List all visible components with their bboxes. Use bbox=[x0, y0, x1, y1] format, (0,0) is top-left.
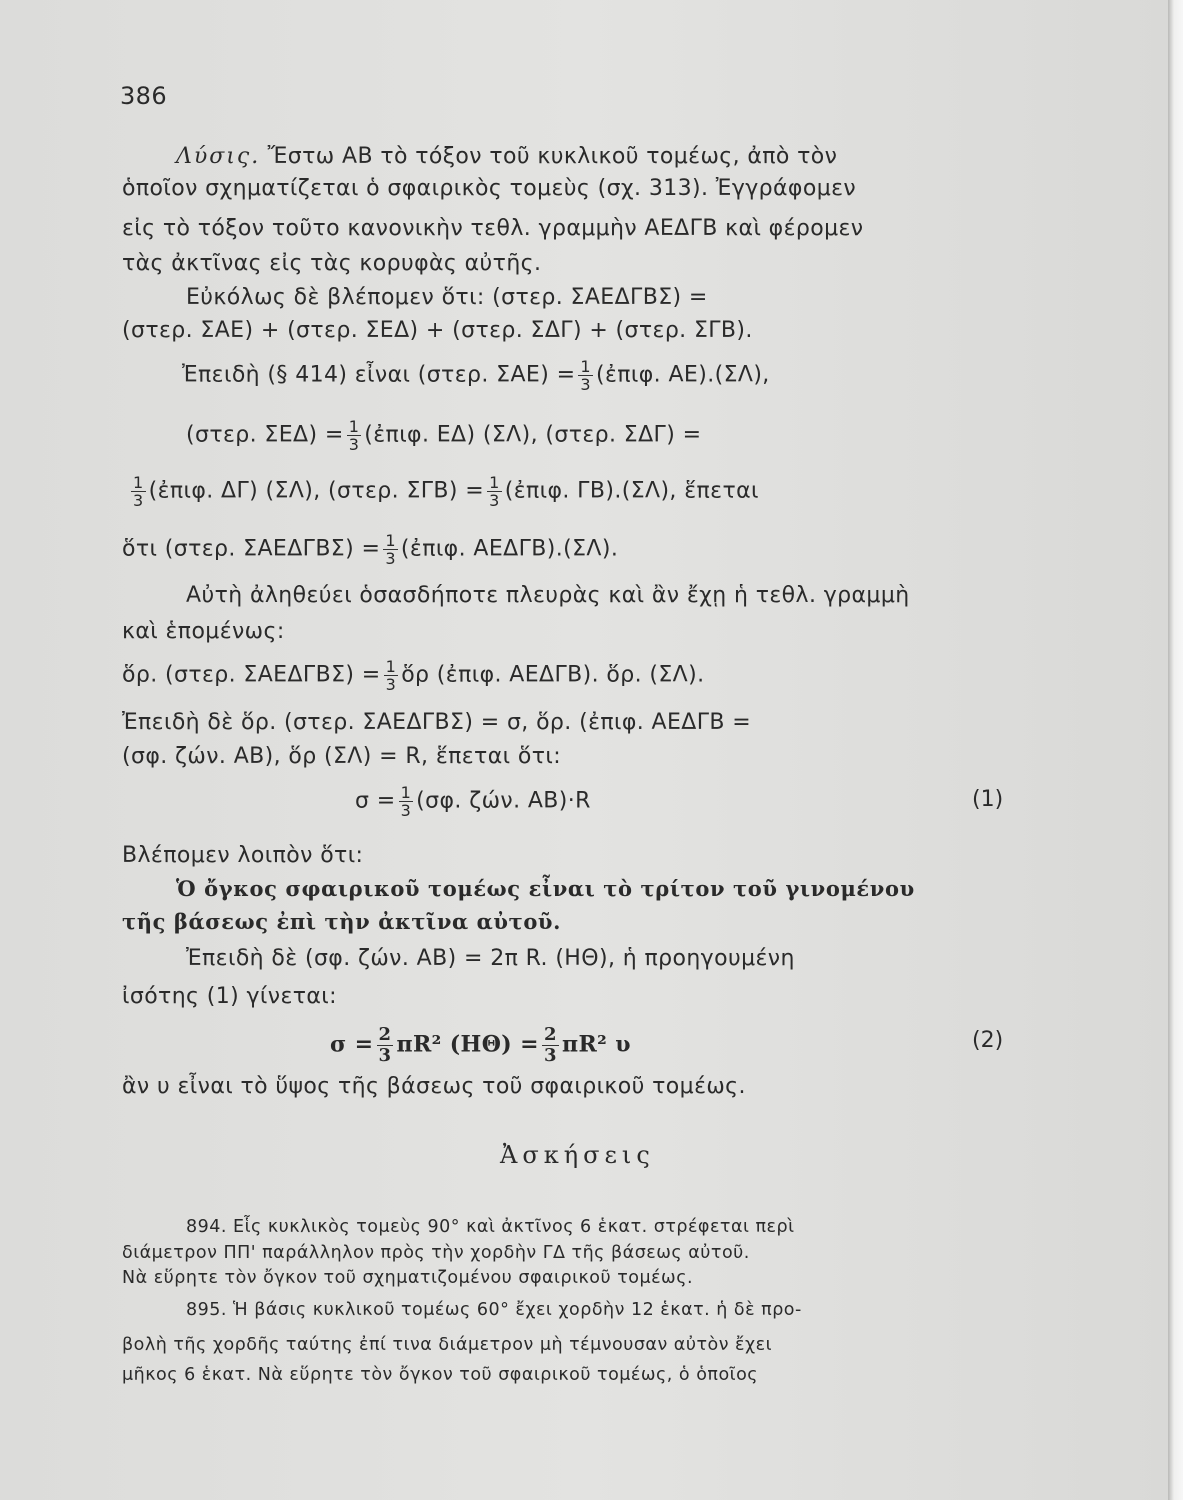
text-line: Ἐπειδὴ δὲ (σφ. ζών. ΑΒ) = 2π R. (ΗΘ), ἡ προηγουμένη bbox=[186, 946, 795, 971]
text-line: ὅτι (στερ. ΣΑΕΔΓΒΣ) = $\frac{1}{3}$ (ἐπιφ. ΑΕΔΓΒ).(ΣΛ). bbox=[122, 531, 619, 568]
exercise-line: μῆκος 6 ἑκατ. Νὰ εὕρητε τὸν ὄγκον τοῦ σφαιρικοῦ τομέως, ὁ ὁποῖος bbox=[122, 1365, 759, 1385]
text-line: $\frac{1}{3}$ (ἐπιφ. ΔΓ) (ΣΛ), (στερ. ΣΓΒ) = $\frac{1}{3}$ (ἐπιφ. ΓΒ).(ΣΛ), ἕπεται bbox=[133, 473, 759, 510]
equation-number-1: (1) bbox=[972, 787, 1004, 812]
text-line: Βλέπομεν λοιπὸν ὅτι: bbox=[122, 843, 364, 868]
theorem-line: τῆς βάσεως ἐπὶ τὴν ἀκτῖνα αὐτοῦ. bbox=[122, 909, 562, 934]
fraction: $\frac{2}{3}$ bbox=[378, 1024, 392, 1066]
solution-label: Λύσις. bbox=[176, 144, 261, 169]
text-line: ὁποῖον σχηματίζεται ὁ σφαιρικὸς τομεὺς (σχ. 313). Ἐγγράφομεν bbox=[122, 176, 857, 201]
text-line: ἂν υ εἶναι τὸ ὕψος τῆς βάσεως τοῦ σφαιρικοῦ τομέως. bbox=[122, 1074, 746, 1099]
fraction: $\frac{1}{3}$ bbox=[580, 357, 591, 394]
text-line: εἰς τὸ τόξον τοῦτο κανονικὴν τεθλ. γραμμὴν ΑΕΔΓΒ καὶ φέρομεν bbox=[122, 216, 864, 241]
exercises-heading: Ἀσκήσεις bbox=[500, 1141, 655, 1169]
text-line: τὰς ἀκτῖνας εἰς τὰς κορυφὰς αὐτῆς. bbox=[122, 251, 542, 276]
text-line: Λύσις. Ἔστω ΑΒ τὸ τόξον τοῦ κυκλικοῦ τομέως, ἀπὸ τὸν bbox=[176, 144, 838, 169]
equation-1: σ = $\frac{1}{3}$ (σφ. ζών. ΑΒ)·R bbox=[355, 783, 591, 820]
text-line: (στερ. ΣΕΔ) = $\frac{1}{3}$ (ἐπιφ. ΕΔ) (ΣΛ), (στερ. ΣΔΓ) = bbox=[186, 417, 702, 454]
equation-2: σ = $\frac{2}{3}$ πR² (ΗΘ) = $\frac{2}{3}$ πR² υ bbox=[330, 1024, 631, 1066]
text-line: (σφ. ζών. ΑΒ), ὅρ (ΣΛ) = R, ἕπεται ὅτι: bbox=[122, 744, 562, 769]
exercise-line: 894. Εἷς κυκλικὸς τομεὺς 90° καὶ ἀκτῖνος 6 ἑκατ. στρέφεται περὶ bbox=[186, 1217, 795, 1237]
exercise-line: βολὴ τῆς χορδῆς ταύτης ἐπί τινα διάμετρον μὴ τέμνουσαν αὐτὸν ἔχει bbox=[122, 1335, 772, 1355]
text-line: Ἐπειδὴ δὲ ὅρ. (στερ. ΣΑΕΔΓΒΣ) = σ, ὅρ. (ἐπιφ. ΑΕΔΓΒ = bbox=[122, 710, 752, 735]
theorem-line: Ὁ ὄγκος σφαιρικοῦ τομέως εἶναι τὸ τρίτον τοῦ γινομένου bbox=[176, 876, 915, 901]
page-edge bbox=[1168, 0, 1183, 1500]
page-number: 386 bbox=[120, 82, 168, 110]
text-line: (στερ. ΣΑΕ) + (στερ. ΣΕΔ) + (στερ. ΣΔΓ) + (στερ. ΣΓΒ). bbox=[122, 318, 753, 343]
text-line: ὅρ. (στερ. ΣΑΕΔΓΒΣ) = $\frac{1}{3}$ ὅρ (ἐπιφ. ΑΕΔΓΒ). ὅρ. (ΣΛ). bbox=[122, 657, 705, 694]
text-line: ἰσότης (1) γίνεται: bbox=[122, 984, 337, 1009]
fraction: $\frac{1}{3}$ bbox=[385, 531, 396, 568]
fraction: $\frac{1}{3}$ bbox=[400, 783, 412, 820]
fraction: $\frac{1}{3}$ bbox=[133, 473, 144, 510]
exercise-line: Νὰ εὕρητε τὸν ὄγκον τοῦ σχηματιζομένου σφαιρικοῦ τομέως. bbox=[122, 1268, 694, 1288]
fraction: $\frac{1}{3}$ bbox=[385, 657, 397, 694]
exercise-line: 895. Ἡ βάσις κυκλικοῦ τομέως 60° ἔχει χορδὴν 12 ἑκατ. ἡ δὲ προ- bbox=[186, 1300, 802, 1320]
text-line: Εὐκόλως δὲ βλέπομεν ὅτι: (στερ. ΣΑΕΔΓΒΣ) = bbox=[186, 285, 708, 310]
text-line: Ἐπειδὴ (§ 414) εἶναι (στερ. ΣΑΕ) = $\frac{1}{3}$ (ἐπιφ. ΑΕ).(ΣΛ), bbox=[182, 357, 770, 394]
equation-number-2: (2) bbox=[972, 1028, 1004, 1053]
fraction: $\frac{2}{3}$ bbox=[544, 1024, 557, 1066]
fraction: $\frac{1}{3}$ bbox=[489, 473, 500, 510]
fraction: $\frac{1}{3}$ bbox=[348, 417, 360, 454]
text-line: Αὐτὴ ἀληθεύει ὁσασδήποτε πλευρὰς καὶ ἂν ἔχῃ ἡ τεθλ. γραμμὴ bbox=[186, 583, 910, 608]
text-line: καὶ ἑπομένως: bbox=[122, 619, 285, 644]
exercise-line: διάμετρον ΠΠ' παράλληλον πρὸς τὴν χορδὴν ΓΔ τῆς βάσεως αὐτοῦ. bbox=[122, 1243, 750, 1263]
